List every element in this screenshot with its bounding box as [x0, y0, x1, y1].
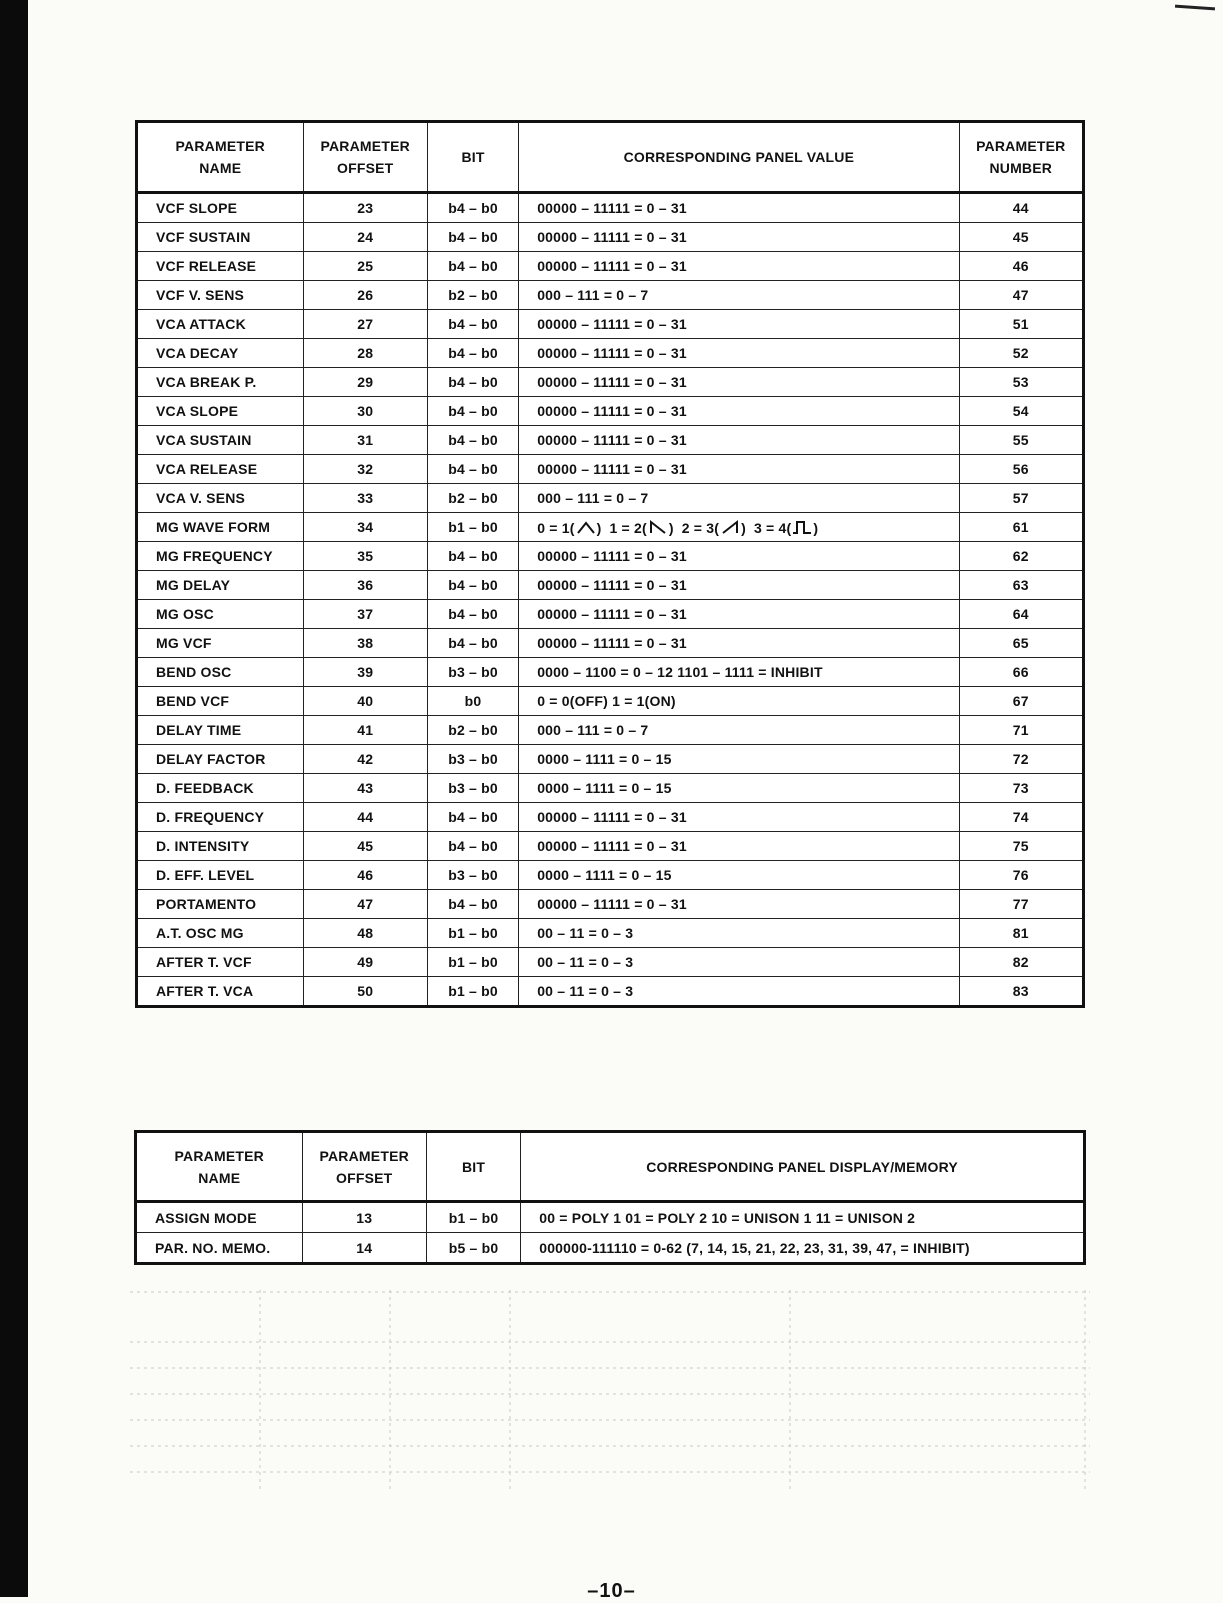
panel-value: 00000 – 11111 = 0 – 31 — [519, 310, 959, 339]
table-row — [137, 484, 1084, 513]
panel-value: 00000 – 11111 = 0 – 31 — [519, 455, 959, 484]
parameter-bit: b2 – b0 — [427, 484, 518, 513]
parameter-number: 82 — [959, 948, 1083, 977]
table-header-row — [137, 122, 1084, 193]
table-row — [137, 919, 1084, 948]
table-row — [137, 193, 1084, 223]
panel-value: 00000 – 11111 = 0 – 31 — [519, 803, 959, 832]
parameter-offset: 46 — [303, 861, 427, 890]
parameter-name: AFTER T. VCF — [137, 948, 304, 977]
parameter-offset: 47 — [303, 890, 427, 919]
parameter-number: 56 — [959, 455, 1083, 484]
panel-value: 0000 – 1111 = 0 – 15 — [519, 861, 959, 890]
header-bit: BIT — [427, 122, 518, 193]
parameter-number: 74 — [959, 803, 1083, 832]
panel-value: 00000 – 11111 = 0 – 31 — [519, 252, 959, 281]
parameter-offset: 13 — [302, 1202, 426, 1233]
parameter-name: D. FREQUENCY — [137, 803, 304, 832]
parameter-bit: b4 – b0 — [427, 600, 518, 629]
parameter-bit: b4 – b0 — [427, 629, 518, 658]
table-row — [137, 600, 1084, 629]
parameter-number: 76 — [959, 861, 1083, 890]
parameter-number: 44 — [959, 193, 1083, 223]
parameter-offset: 41 — [303, 716, 427, 745]
waveform-close: ) — [741, 519, 746, 536]
panel-value: 00 – 11 = 0 – 3 — [519, 948, 959, 977]
parameter-bit: b0 — [427, 687, 518, 716]
parameter-bit: b4 – b0 — [427, 310, 518, 339]
parameter-offset: 31 — [303, 426, 427, 455]
square-icon — [792, 519, 812, 535]
parameter-name: VCA DECAY — [137, 339, 304, 368]
parameter-name: AFTER T. VCA — [137, 977, 304, 1007]
panel-value: 0000 – 1111 = 0 – 15 — [519, 774, 959, 803]
table-row — [137, 310, 1084, 339]
parameter-name: VCF SUSTAIN — [137, 223, 304, 252]
parameter-bit: b1 – b0 — [426, 1202, 520, 1233]
panel-value: 00000 – 11111 = 0 – 31 — [519, 629, 959, 658]
table-row — [137, 977, 1084, 1007]
waveform-code: 0 = 1( — [537, 519, 575, 536]
parameter-bit: b4 – b0 — [427, 542, 518, 571]
panel-value: 00 – 11 = 0 – 3 — [519, 977, 959, 1007]
parameter-offset: 44 — [303, 803, 427, 832]
table-row — [137, 658, 1084, 687]
table-row — [137, 629, 1084, 658]
header-parameter-offset: PARAMETER OFFSET — [302, 1132, 426, 1202]
parameter-bit: b3 – b0 — [427, 861, 518, 890]
parameter-offset: 36 — [303, 571, 427, 600]
table-row — [137, 774, 1084, 803]
parameter-bit: b4 – b0 — [427, 223, 518, 252]
parameter-bit: b4 – b0 — [427, 339, 518, 368]
parameter-offset: 35 — [303, 542, 427, 571]
panel-value: 00 – 11 = 0 – 3 — [519, 919, 959, 948]
table-row — [137, 716, 1084, 745]
panel-display-memory: 000000-111110 = 0-62 (7, 14, 15, 21, 22, 23, 31, 39, 47, = INHIBIT) — [521, 1233, 1085, 1264]
parameter-offset: 38 — [303, 629, 427, 658]
parameter-bit: b3 – b0 — [427, 774, 518, 803]
assign-mode-table — [134, 1130, 1086, 1265]
parameter-bit: b4 – b0 — [427, 193, 518, 223]
parameter-name: PORTAMENTO — [137, 890, 304, 919]
panel-value: 00000 – 11111 = 0 – 31 — [519, 223, 959, 252]
parameter-name: D. FEEDBACK — [137, 774, 304, 803]
parameter-name: DELAY TIME — [137, 716, 304, 745]
parameter-name: MG WAVE FORM — [137, 513, 304, 542]
faded-bleedthrough-table — [130, 1290, 1090, 1500]
parameter-offset: 24 — [303, 223, 427, 252]
parameter-bit: b4 – b0 — [427, 397, 518, 426]
parameter-offset: 49 — [303, 948, 427, 977]
parameter-bit: b2 – b0 — [427, 281, 518, 310]
table-header-row — [136, 1132, 1085, 1202]
parameter-name: MG DELAY — [137, 571, 304, 600]
parameter-offset: 50 — [303, 977, 427, 1007]
header-parameter-name: PARAMETER NAME — [136, 1132, 303, 1202]
table-row — [137, 890, 1084, 919]
parameter-name: A.T. OSC MG — [137, 919, 304, 948]
parameter-name: VCA V. SENS — [137, 484, 304, 513]
parameter-number: 63 — [959, 571, 1083, 600]
parameter-name: D. EFF. LEVEL — [137, 861, 304, 890]
page-number: –10– — [587, 1580, 636, 1602]
panel-value: 00000 – 11111 = 0 – 31 — [519, 571, 959, 600]
parameter-number: 54 — [959, 397, 1083, 426]
parameter-name: VCA BREAK P. — [137, 368, 304, 397]
table-row — [137, 223, 1084, 252]
scan-edge-bar — [0, 0, 28, 1597]
panel-value: 00000 – 11111 = 0 – 31 — [519, 426, 959, 455]
waveform-close: ) — [813, 519, 819, 536]
parameter-offset: 25 — [303, 252, 427, 281]
table-row — [137, 745, 1084, 774]
table-row — [137, 455, 1084, 484]
panel-value: 00000 – 11111 = 0 – 31 — [519, 542, 959, 571]
parameter-name: DELAY FACTOR — [137, 745, 304, 774]
parameter-offset: 39 — [303, 658, 427, 687]
parameter-number: 72 — [959, 745, 1083, 774]
parameter-bit: b4 – b0 — [427, 455, 518, 484]
waveform-close: ) — [668, 519, 674, 536]
parameter-offset: 26 — [303, 281, 427, 310]
header-corresponding-panel-value: CORRESPONDING PANEL VALUE — [519, 122, 959, 193]
parameter-bit: b3 – b0 — [427, 658, 518, 687]
sawtooth-up-icon — [720, 519, 740, 535]
waveform-code: 2 = 3( — [681, 519, 720, 536]
parameter-number: 57 — [959, 484, 1083, 513]
table-row — [137, 426, 1084, 455]
panel-value: 00000 – 11111 = 0 – 31 — [519, 890, 959, 919]
parameter-number: 81 — [959, 919, 1083, 948]
parameter-offset: 30 — [303, 397, 427, 426]
panel-value: 00000 – 11111 = 0 – 31 — [519, 339, 959, 368]
parameter-bit: b1 – b0 — [427, 919, 518, 948]
waveform-code: 3 = 4( — [753, 519, 792, 536]
table-row — [137, 803, 1084, 832]
parameter-name: VCA ATTACK — [137, 310, 304, 339]
parameter-number: 46 — [959, 252, 1083, 281]
parameter-number: 53 — [959, 368, 1083, 397]
parameter-offset: 28 — [303, 339, 427, 368]
table-row — [137, 513, 1084, 542]
parameter-number: 61 — [959, 513, 1083, 542]
table-row — [137, 948, 1084, 977]
table-row — [137, 832, 1084, 861]
panel-value: 00000 – 11111 = 0 – 31 — [519, 600, 959, 629]
parameter-name: MG FREQUENCY — [137, 542, 304, 571]
parameter-table — [135, 120, 1085, 1008]
table-row — [137, 368, 1084, 397]
table-row — [137, 861, 1084, 890]
panel-value: 000 – 111 = 0 – 7 — [519, 281, 959, 310]
parameter-bit: b4 – b0 — [427, 368, 518, 397]
parameter-offset: 33 — [303, 484, 427, 513]
scan-mark — [1175, 5, 1215, 11]
parameter-name: BEND VCF — [137, 687, 304, 716]
panel-value: 00000 – 11111 = 0 – 31 — [519, 368, 959, 397]
parameter-offset: 14 — [302, 1233, 426, 1264]
parameter-offset: 42 — [303, 745, 427, 774]
waveform-values — [519, 513, 959, 542]
parameter-bit: b4 – b0 — [427, 890, 518, 919]
parameter-number: 77 — [959, 890, 1083, 919]
parameter-offset: 40 — [303, 687, 427, 716]
triangle-icon — [576, 519, 596, 535]
table-row — [137, 542, 1084, 571]
header-bit: BIT — [426, 1132, 520, 1202]
parameter-name: BEND OSC — [137, 658, 304, 687]
parameter-number: 67 — [959, 687, 1083, 716]
parameter-offset: 45 — [303, 832, 427, 861]
panel-value: 00000 – 11111 = 0 – 31 — [519, 193, 959, 223]
table-row — [137, 687, 1084, 716]
parameter-offset: 32 — [303, 455, 427, 484]
parameter-bit: b4 – b0 — [427, 426, 518, 455]
parameter-bit: b1 – b0 — [427, 948, 518, 977]
sawtooth-down-icon — [648, 519, 668, 535]
waveform-close: ) — [596, 519, 602, 536]
parameter-name: PAR. NO. MEMO. — [136, 1233, 303, 1264]
parameter-number: 71 — [959, 716, 1083, 745]
parameter-bit: b1 – b0 — [427, 513, 518, 542]
parameter-bit: b4 – b0 — [427, 252, 518, 281]
parameter-number: 62 — [959, 542, 1083, 571]
parameter-number: 64 — [959, 600, 1083, 629]
parameter-number: 66 — [959, 658, 1083, 687]
parameter-name: VCF RELEASE — [137, 252, 304, 281]
panel-value: 00000 – 11111 = 0 – 31 — [519, 397, 959, 426]
parameter-name: VCA RELEASE — [137, 455, 304, 484]
parameter-number: 83 — [959, 977, 1083, 1007]
panel-value: 000 – 111 = 0 – 7 — [519, 716, 959, 745]
parameter-offset: 34 — [303, 513, 427, 542]
parameter-offset: 37 — [303, 600, 427, 629]
table-row — [137, 281, 1084, 310]
header-corresponding-panel-display-memory: CORRESPONDING PANEL DISPLAY/MEMORY — [521, 1132, 1085, 1202]
parameter-name: VCA SUSTAIN — [137, 426, 304, 455]
table-row — [137, 571, 1084, 600]
parameter-name: VCF V. SENS — [137, 281, 304, 310]
parameter-offset: 43 — [303, 774, 427, 803]
table-row — [137, 397, 1084, 426]
panel-value: 000 – 111 = 0 – 7 — [519, 484, 959, 513]
parameter-number: 73 — [959, 774, 1083, 803]
parameter-bit: b4 – b0 — [427, 832, 518, 861]
parameter-name: MG OSC — [137, 600, 304, 629]
parameter-number: 52 — [959, 339, 1083, 368]
parameter-bit: b2 – b0 — [427, 716, 518, 745]
parameter-bit: b5 – b0 — [426, 1233, 520, 1264]
parameter-number: 47 — [959, 281, 1083, 310]
parameter-offset: 48 — [303, 919, 427, 948]
parameter-name: D. INTENSITY — [137, 832, 304, 861]
header-parameter-name: PARAMETER NAME — [137, 122, 304, 193]
table-row — [137, 252, 1084, 281]
parameter-bit: b1 – b0 — [427, 977, 518, 1007]
parameter-bit: b3 – b0 — [427, 745, 518, 774]
parameter-bit: b4 – b0 — [427, 803, 518, 832]
panel-value: 00000 – 11111 = 0 – 31 — [519, 832, 959, 861]
parameter-number: 75 — [959, 832, 1083, 861]
parameter-number: 51 — [959, 310, 1083, 339]
waveform-code: 1 = 2( — [609, 519, 647, 536]
parameter-name: VCA SLOPE — [137, 397, 304, 426]
table-row — [137, 339, 1084, 368]
parameter-number: 45 — [959, 223, 1083, 252]
parameter-name: VCF SLOPE — [137, 193, 304, 223]
panel-value: 0000 – 1111 = 0 – 15 — [519, 745, 959, 774]
table-row — [136, 1233, 1085, 1264]
header-parameter-number: PARAMETER NUMBER — [959, 122, 1083, 193]
table-row — [136, 1202, 1085, 1233]
panel-value: 0000 – 1100 = 0 – 12 1101 – 1111 = INHIBIT — [519, 658, 959, 687]
parameter-number: 55 — [959, 426, 1083, 455]
parameter-name: ASSIGN MODE — [136, 1202, 303, 1233]
parameter-offset: 29 — [303, 368, 427, 397]
parameter-offset: 23 — [303, 193, 427, 223]
panel-value: 0 = 0(OFF) 1 = 1(ON) — [519, 687, 959, 716]
header-parameter-offset: PARAMETER OFFSET — [303, 122, 427, 193]
parameter-number: 65 — [959, 629, 1083, 658]
parameter-name: MG VCF — [137, 629, 304, 658]
panel-display-memory: 00 = POLY 1 01 = POLY 2 10 = UNISON 1 11 = UNISON 2 — [521, 1202, 1085, 1233]
parameter-offset: 27 — [303, 310, 427, 339]
parameter-bit: b4 – b0 — [427, 571, 518, 600]
